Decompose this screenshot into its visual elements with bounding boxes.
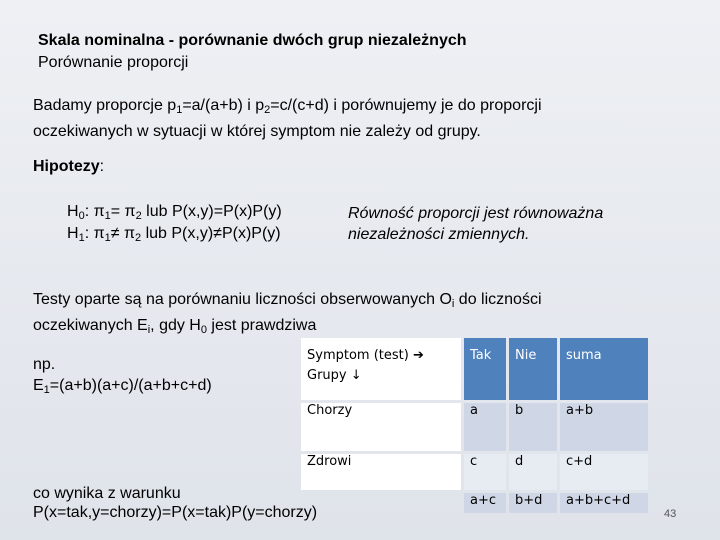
example-formula: np. $E_1=(a+b)(a+c)/(a+b+c+d)$	[33, 356, 212, 396]
table-corner-cell: Symptom (test) ➔ Grupy ↓	[301, 338, 461, 400]
table-cell: a+b+c+d	[560, 493, 648, 513]
table-row	[301, 454, 648, 490]
contingency-table	[298, 335, 651, 516]
slide-title: Skala nominalna - porównanie dwóch grup niezależnych	[38, 32, 467, 49]
row-label-zdrowi: Zdrowi	[301, 454, 461, 490]
table-cell: c	[464, 454, 506, 490]
table-cell: a+c	[464, 493, 506, 513]
table-cell: b	[509, 403, 557, 451]
hypothesis-h0: $H_0$: $\pi_1= \pi_2$ lub P(x,y)=P(x)P(y)	[67, 203, 282, 222]
table-cell: a+b	[560, 403, 648, 451]
table-cell: b+d	[509, 493, 557, 513]
equivalence-note: Równość proporcji jest równoważna niezależności zmiennych.	[348, 205, 604, 243]
col-header-nie: Nie	[509, 338, 557, 400]
row-label-chorzy: Chorzy	[301, 403, 461, 451]
hypotheses-heading: Hipotezy:	[33, 158, 105, 175]
col-header-suma: suma	[560, 338, 648, 400]
conclusion-text: co wynika z warunku P(x=tak,y=chorzy)=P(x=tak)P(y=chorzy)	[33, 485, 318, 521]
col-header-tak: Tak	[464, 338, 506, 400]
hypothesis-h1: $H_1$: $\pi_1\ne \pi_2$ lub P(x,y)≠P(x)P(y)	[67, 225, 281, 244]
slide-subtitle: Porównanie proporcji	[38, 54, 189, 71]
intro-paragraph: Badamy proporcje $p_1=a/(a+b)$ i $p_2=c/(c+d)$ i porównujemy je do proporcji oczekiwanych w sytuacji w której symptom nie zależy od grupy.	[33, 97, 542, 140]
page-number: 43	[664, 508, 677, 520]
table-row-totals	[301, 493, 648, 513]
table-cell: d	[509, 454, 557, 490]
totals-empty-cell	[301, 493, 461, 513]
table-cell: c+d	[560, 454, 648, 490]
table-cell: a	[464, 403, 506, 451]
tests-paragraph: Testy oparte są na porównaniu liczności obserwowanych $O_i$ do liczności oczekiwanych $E_i$, gdy $H_0$ jest prawdziwa	[33, 291, 542, 336]
table-row	[301, 403, 648, 451]
